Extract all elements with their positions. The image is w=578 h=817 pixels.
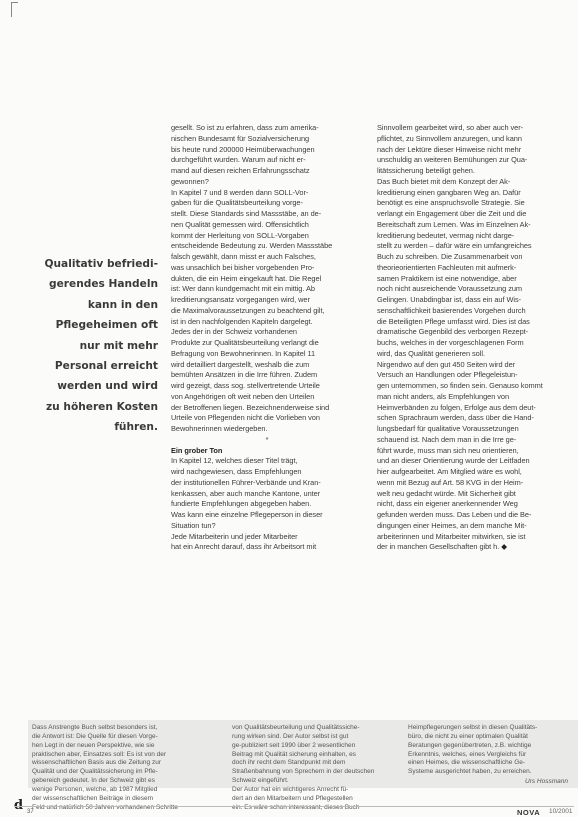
pull-quote-line: kann in den <box>87 298 158 311</box>
box-text-line: der wissenschaftlichen Beiträge in diesem <box>32 794 154 802</box>
box-text-line: die Antwort ist: Die Quelle für diesen Vorge- <box>32 732 158 740</box>
box-text-line: Straßenbahnung von Sprechern in der deutschen <box>232 768 375 776</box>
article-column-2 <box>377 123 573 553</box>
text-line: nen Qualität gemessen wird. Offensichtlich <box>171 219 309 229</box>
text-line: In Kapitel 7 und 8 werden dann SOLL-Vor- <box>171 187 309 197</box>
text-line: wird, das Qualität generieren soll. <box>377 348 485 358</box>
box-text-line: rung wirken sind. Der Autor selbst ist gut <box>232 732 349 740</box>
text-line: nischen Bundesamt für Sozialversicherung <box>171 133 310 143</box>
text-line: stellt zu werden – dafür wäre ein umfangreiches <box>377 241 532 251</box>
magazine-name: NOVA <box>517 808 541 817</box>
box-text-line: hen Legt in der neuen Perspektive, wie sie <box>32 741 155 749</box>
text-line: kommt der Herleitung von SOLL-Vorgaben <box>171 230 309 240</box>
text-line: falsch gewählt, dann misst er auch Falsches, <box>171 252 316 261</box>
text-line: Jedes der in der Schweiz vorhandenen <box>171 327 297 337</box>
text-line: ist: Wer dann kundgemacht mit ein mittig. Ab <box>171 284 315 294</box>
box-text-line: praktischen aber, Einsatzes soll: Es ist von der <box>32 750 167 758</box>
text-line: fundierte Empfehlungen abgegeben haben. <box>171 499 312 509</box>
pull-quote-line: nur mit mehr <box>79 339 158 352</box>
text-line: Versuch an Handlungen oder Pflegeleistun- <box>377 370 518 380</box>
pull-quote-line: gerendes Handeln <box>49 278 158 291</box>
box-text-line: büro, die nicht zu einer optimalen Qualität <box>408 732 528 740</box>
text-line: entscheidende Bedeutung zu. Werden Massstäbe <box>171 241 333 251</box>
text-line: Gelingen. Unabdingbar ist, dass ein auf Wis- <box>377 295 522 304</box>
box-text-line: wissenschaftlichen Basis aus die Zeitung zur <box>32 759 161 767</box>
text-line: Heimverbänden zu folgen, Erfolge aus dem deut- <box>377 402 536 412</box>
text-line: schauend ist. Nach dem man in die Irre ge- <box>377 434 517 444</box>
text-line: hat ein Anrecht darauf, dass ihr Arbeitsort mit <box>171 542 317 552</box>
pull-quote-line: Pflegeheimen oft <box>55 319 158 332</box>
pull-quote <box>20 254 158 438</box>
text-line: hier aufgearbeitet. Am Mitglied wäre es wohl, <box>377 467 522 476</box>
box-text-line: gebereich gedeutet. In der Schweiz gibt es <box>32 777 155 785</box>
box-text-line: einen Heimes, die wissenschaftliche Ge- <box>408 759 526 767</box>
text-line: bis heute rund 200000 Heimüberwachungen <box>171 144 315 154</box>
text-line: Das Buch bietet mit dem Konzept der Ak- <box>377 176 511 186</box>
text-line: Buch zu schreiben. Die Zusammenarbeit von <box>377 252 523 261</box>
text-line: dingungen einer Heimes, an dem manche Mit- <box>377 520 527 530</box>
article-column-1 <box>171 123 363 553</box>
text-line: Sinnvollem gearbeitet wird, so aber auch ver- <box>377 123 524 132</box>
text-line: Urteile von Pflegenden nicht die Vorlieben von <box>171 413 320 423</box>
box-text-line: Feld und natürlich 50 Jahren vorhandenen Schritte <box>32 803 178 811</box>
text-line: und an dieser Orientierung wurde der Leitfaden <box>377 456 530 466</box>
text-line: Was kann eine einzelne Pflegeperson in dieser <box>171 510 323 519</box>
text-line: verlangt ein Engagement über die Zeit und die <box>377 209 527 218</box>
text-line: lungsbedarf für qualitative Voraussetzungen <box>377 424 519 433</box>
box-text-line: doch ihr recht dem Standpunkt mit dem <box>232 759 346 767</box>
text-line: buchs, welches in der vorgeschlagenen Form <box>377 338 524 347</box>
text-line: dramatische Gegenbild des verborgen Rezept- <box>377 327 529 337</box>
text-line: gefunden werden muss. Das Leben und die Be- <box>377 510 532 519</box>
box-text-line: Qualität und der Qualitätssicherung im Pfle- <box>32 768 158 776</box>
text-line: pflichtet, zu Sinnvollem anzuregen, und kann <box>377 133 522 143</box>
box-text-line: wenige Personen, welche, ab 1987 Mitglied <box>32 785 158 793</box>
page-number: 37 <box>27 809 34 815</box>
box-text-line: Schweiz eingeführt. <box>232 777 289 785</box>
text-line: bemühten Ansätzen in die Irre führen. Zudem <box>171 370 318 380</box>
box-text-line: dert an den Mitarbeitern und Pflegestellen <box>232 794 353 802</box>
text-line: wird nachgewiesen, dass Empfehlungen <box>171 467 302 476</box>
pull-quote-line: zu höheren Kosten <box>46 400 158 413</box>
text-line: benötigt es eine anspruchsvolle Strategie. Sie <box>377 198 525 208</box>
box-text-line: Systeme ausgerichtet haben, zu erreichen. <box>408 768 532 776</box>
text-line: gewonnen? <box>171 176 209 186</box>
text-line: Nirgendwo auf den gut 450 Seiten wird der <box>377 359 516 369</box>
section-heading: Ein grober Ton <box>171 445 223 455</box>
box-text-line: Heimpflegerungen selbst in diesen Qualitäts- <box>408 724 538 731</box>
text-line: kenkassen, aber auch manche Kantone, unter <box>171 488 321 498</box>
text-line: wenn mit Bezug auf Art. 58 KVG in der Heim- <box>377 477 524 487</box>
text-line: durchgeführt wurden. Warum auf nicht er- <box>171 155 306 165</box>
text-line: samen Praktikern ist eine notwendige, aber <box>377 273 517 283</box>
text-line: der institutionellen Führer-Verbände und Kran- <box>171 477 321 487</box>
text-line: theorieorientierten Fachleuten mit aufmerk- <box>377 262 517 272</box>
box-text-line: Beitrag mit Qualität sicherung einhalten, es <box>232 750 356 758</box>
text-line: arbeiterinnen und Mitarbeiter mitwirken, sie ist <box>377 531 526 541</box>
pull-quote-line: Qualitativ befriedi- <box>44 258 158 270</box>
section-separator: * <box>265 434 269 444</box>
text-line: der Betroffenen liegen. Bezeichnenderweise sind <box>171 402 330 412</box>
text-line: mand auf diesen reichen Erfahrungsschatz <box>171 166 310 175</box>
text-line: nach der Lektüre dieser Hinweise nicht mehr <box>377 144 522 154</box>
text-line: welt neu gedacht würde. Mit Sicherheit gibt <box>377 488 516 498</box>
text-line: die Maximalvoraussetzungen zu beachtend gilt, <box>171 305 325 315</box>
text-line: Jede Mitarbeiterin und jeder Mitarbeiter <box>171 531 298 541</box>
text-line: Befragung von Bewohnerinnen. In Kapitel 11 <box>171 348 316 358</box>
info-box-column-3 <box>408 724 573 777</box>
text-line: wird gezeigt, dass sog. stellvertretende Urteile <box>171 381 320 390</box>
text-line: gen unternommen, so finden sein. Genauso kommt <box>377 381 543 390</box>
text-line: unschuldig an weiteren Bemühungen zur Qua- <box>377 155 528 165</box>
text-line: man nicht anders, als Empfehlungen von <box>377 391 510 401</box>
text-line: In Kapitel 12, welches dieser Titel trägt, <box>171 456 298 466</box>
footer-rule <box>14 806 574 807</box>
end-of-article-mark: ◆ <box>499 542 507 552</box>
text-line: die Beteiligten Pflege umfasst wird. Dies ist das <box>377 316 530 326</box>
info-box-column-2 <box>232 724 397 812</box>
box-text-line: ge-publiziert seit 1990 über 2 wesentlichen <box>232 741 356 749</box>
text-line: Situation tun? <box>171 520 216 530</box>
text-line: ist in den nachfolgenden Kapiteln dargelegt. <box>171 316 313 326</box>
text-line: Produkte zur Qualitätsbeurteilung verlangt die <box>171 338 319 347</box>
pull-quote-line: führen. <box>114 421 158 434</box>
text-line: schen Sprachraum werden, dass über die Hand- <box>377 413 534 423</box>
box-text-line: ein. Es wäre schon interessant, dieses Buch <box>232 803 360 811</box>
text-line: nicht, dass ein eigener anerkennender Weg <box>377 499 518 509</box>
text-line: was unsachlich bei bisher vorgebenden Pro- <box>171 262 315 272</box>
text-line: kreditierungsansatz vorgegangen wird, wer <box>171 295 310 304</box>
box-text-line: Erkenntnis, welches, eines Vergleichs für <box>408 750 527 758</box>
info-box-column-1 <box>32 724 207 812</box>
box-text-line: Beratungen gegenübertreten, z.B. wichtige <box>408 741 532 749</box>
text-line: senschaftlichkeit basierendes Vorgehen durch <box>377 305 526 315</box>
text-line: Bereitschaft zum Lernen. Was im Einzelnen Ak- <box>377 219 531 229</box>
text-line: von Angehörigen oft weit neben den Urteilen <box>171 391 315 401</box>
box-text-line: Dass Anstrengte Buch selbst besonders ist, <box>32 724 158 731</box>
text-line: kreditierung einen gangbaren Weg an. Dafür <box>377 187 521 197</box>
crop-mark <box>11 2 18 17</box>
author-signature: Urs Hossmann <box>525 778 568 785</box>
text-line: der in manchen Gesellschaften gibt h. ◆ <box>377 542 507 552</box>
text-line: gesellt. So ist zu erfahren, dass zum amerika- <box>171 123 319 132</box>
text-line: stellt. Diese Standards sind Massstäbe, an de- <box>171 209 322 218</box>
issue-number: 10/2001 <box>549 808 573 815</box>
text-line: Bewohnerinnen wiedergeben. <box>171 424 268 433</box>
text-line: wird detailliert dargestellt, weshalb die zum <box>171 359 310 369</box>
pull-quote-line: Personal erreicht <box>54 360 158 373</box>
pull-quote-line: werden und wird <box>57 380 158 393</box>
text-line: litätssicherung beteiligt gehen. <box>377 166 475 175</box>
box-text-line: von Qualitätsbeurteilung und Qualitätssiche- <box>232 724 360 731</box>
text-line: führt wurde, muss man sich neu orientieren, <box>377 445 519 455</box>
text-line: gaben für die Qualitätsbeurteilung vorge- <box>171 198 303 208</box>
text-line: dukten, die ein Heim eingekauft hat. Die Regel <box>171 273 322 283</box>
box-text-line: Der Autor hat ein wichtigeres Anrecht fü- <box>232 785 349 793</box>
text-line: noch nicht ausreichende Voraussetzung zum <box>377 284 523 294</box>
margin-letter: d <box>14 798 24 813</box>
text-line: kreditierung bedeutet, vermag nicht darge- <box>377 230 515 240</box>
